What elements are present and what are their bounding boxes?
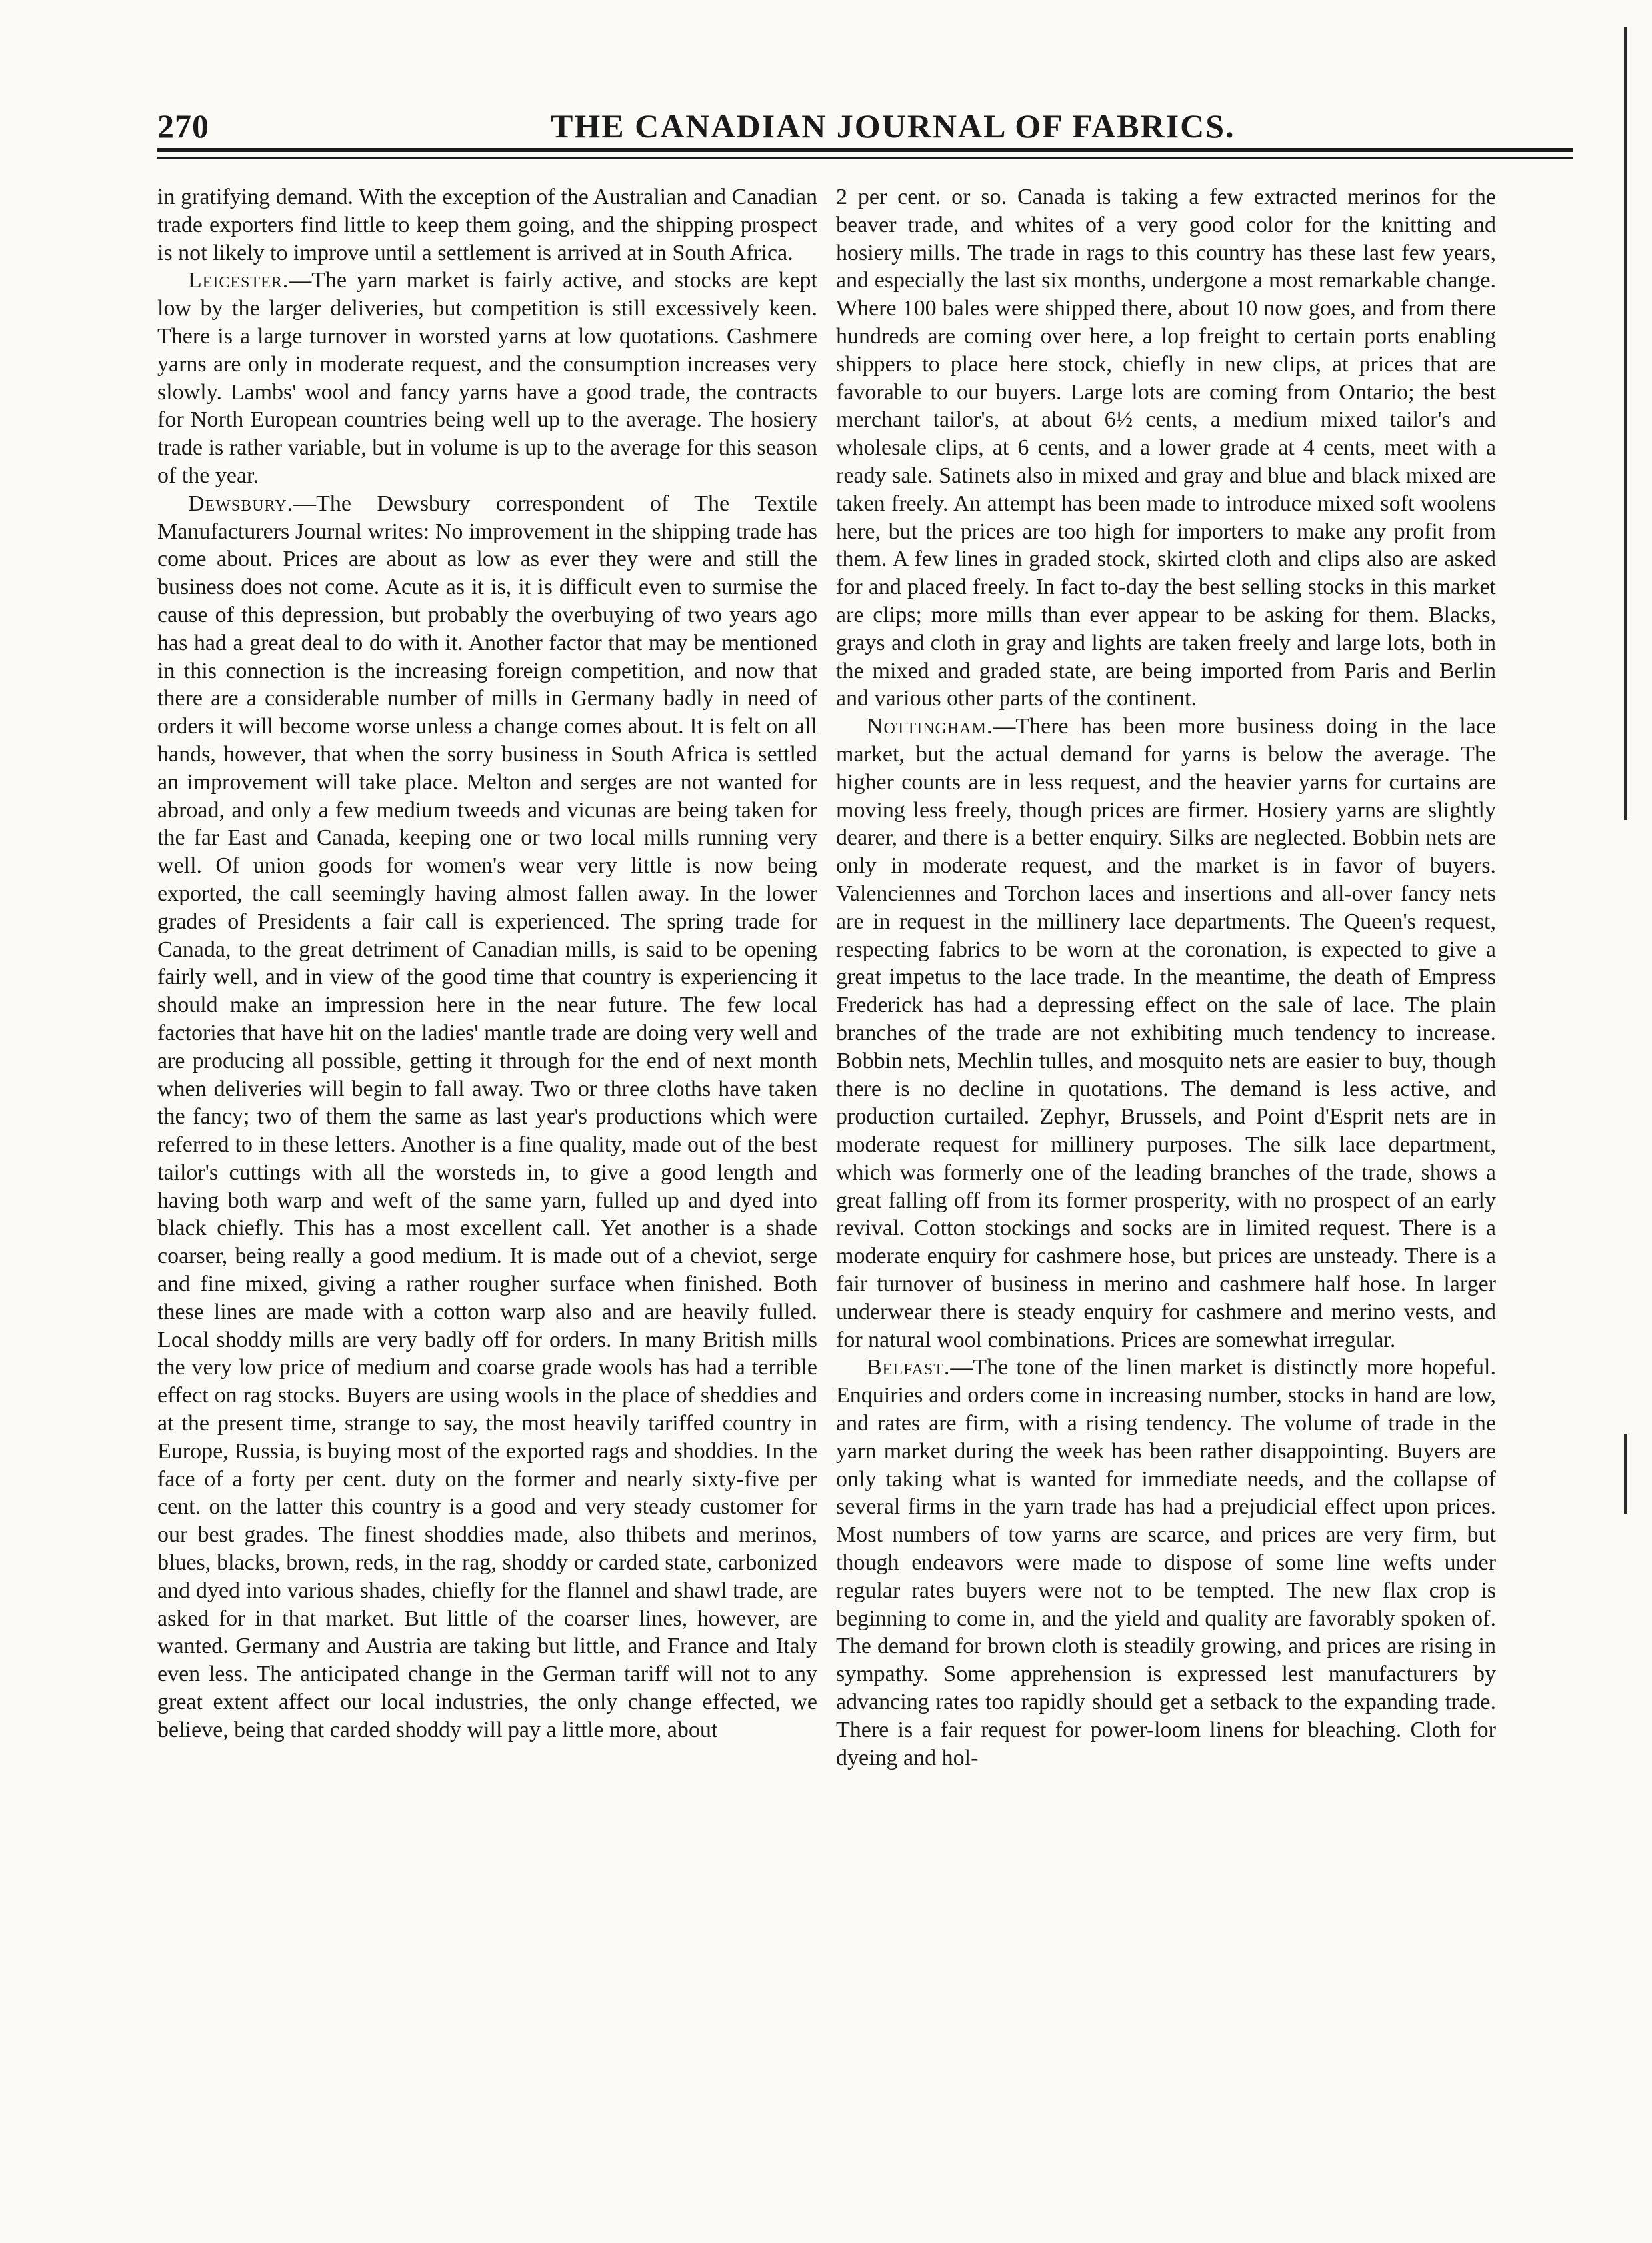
paragraph-belfast bbox=[836, 1354, 1496, 1772]
paragraph-nottingham bbox=[836, 713, 1496, 1354]
paragraph-text: —The yarn market is fairly active, and stocks are kept low by the larger deliveries, but competition is still excessively keen. There is a large turnover in worsted yarns at low quotations. Cashmere yarns are only in moderate request, and the consumption increases very slowly. Lambs' wool and fancy yarns have a good trade, the contracts for North European countries being well up to the average. The hosiery trade is rather variable, but in volume is up to the average for this season of the year. bbox=[157, 268, 817, 488]
scan-edge-mark-lower bbox=[1624, 1434, 1627, 1514]
place-heading: Dewsbury. bbox=[188, 491, 294, 516]
paragraph bbox=[836, 183, 1496, 713]
paragraph-text: in gratifying demand. With the exception of the Australian and Canadian trade exporters find little to keep them going, and the shipping prospect is not likely to improve until a settlement is arrived at in South Africa. bbox=[157, 185, 817, 265]
place-heading: Leicester. bbox=[188, 268, 289, 293]
header-rule-thick bbox=[157, 148, 1573, 152]
paragraph bbox=[157, 183, 817, 267]
paragraph-dewsbury bbox=[157, 490, 817, 1744]
page-header bbox=[157, 107, 1573, 147]
scan-edge-mark bbox=[1624, 27, 1627, 820]
place-heading: Nottingham. bbox=[867, 714, 993, 739]
left-column bbox=[157, 183, 817, 1744]
paragraph-text: —There has been more business doing in the lace market, but the actual demand for yarns is below the average. The higher counts are in less request, and the heavier yarns for curtains are moving less freely, though prices are firmer. Hosiery yarns are slightly dearer, and there is a better enquiry. Silks are neglected. Bobbin nets are only in moderate request, and the market is in favor of buyers. Valenciennes and Torchon laces and insertions and all-over fancy nets are in request in the millinery lace departments. The Queen's request, respecting fabrics to be worn at the coronation, is expected to give a great impetus to the lace trade. In the meantime, the death of Empress Frederick has had a depressing effect on the sale of lace. The plain branches of the trade are not exhibiting much tendency to increase. Bobbin nets, Mechlin tulles, and mosquito nets are easier to buy, though there is no decline in quotations. The demand is less active, and production curtailed. Zephyr, Brussels, and Point d'Esprit nets are in moderate request for millinery purposes. The silk lace department, which was formerly one of the leading branches of the trade, shows a great falling off from its former prosperity, with no prospect of an early revival. Cotton stockings and socks are in limited request. There is a moderate enquiry for cashmere hose, but prices are unsteady. There is a fair turnover of business in merino and cashmere half hose. In larger underwear there is steady enquiry for cashmere and merino vests, and for natural wool combinations. Prices are somewhat irregular. bbox=[836, 714, 1496, 1352]
journal-title: THE CANADIAN JOURNAL OF FABRICS. bbox=[551, 107, 1235, 145]
place-heading: Belfast. bbox=[867, 1355, 951, 1380]
paragraph-leicester bbox=[157, 267, 817, 489]
paragraph-text: 2 per cent. or so. Canada is taking a few extracted merinos for the beaver trade, and whites of a very good color for the knitting and hosiery mills. The trade in rags to this country has these last few years, and especially the last six months, undergone a most remarkable change. Where 100 bales were shipped there, about 10 now goes, and from there hundreds are coming over here, a lop freight to certain ports enabling shippers to place here stock, chiefly in new clips, at prices that are favorable to our buyers. Large lots are coming from Ontario; the best merchant tailor's, at about 6½ cents, a medium mixed tailor's and wholesale clips, at 6 cents, and a lower grade at 4 cents, meet with a ready sale. Satinets also in mixed and gray and blue and black mixed are taken freely. An attempt has been made to introduce mixed soft woolens here, but the prices are too high for importers to make any profit from them. A few lines in graded stock, skirted cloth and clips also are asked for and placed freely. In fact to-day the best selling stocks in this market are clips; more mills than ever appear to be asking for them. Blacks, grays and cloth in gray and lights are taken freely and large lots, both in the mixed and graded state, are being imported from Paris and Berlin and various other parts of the continent. bbox=[836, 185, 1496, 711]
page-number: 270 bbox=[157, 107, 209, 145]
right-column bbox=[836, 183, 1496, 1772]
header-rule-thin bbox=[157, 157, 1573, 159]
paragraph-text: —The Dewsbury correspondent of The Textile Manufacturers Journal writes: No improvement in the shipping trade has come about. Prices are about as low as ever they were and still the business does not come. Acute as it is, it is difficult even to surmise the cause of this depression, but probably the overbuying of two years ago has had a great deal to do with it. Another factor that may be mentioned in this connection is the increasing foreign competition, and now that there are a considerable number of mills in Germany badly in need of orders it will become worse unless a change comes about. It is felt on all hands, however, that when the sorry business in South Africa is settled an improvement will take place. Melton and serges are not wanted for abroad, and only a few medium tweeds and vicunas are being taken for the far East and Canada, keeping one or two local mills running very well. Of union goods for women's wear very little is now being exported, the call seemingly having almost fallen away. In the lower grades of Presidents a fair call is experienced. The spring trade for Canada, to the great detriment of Canadian mills, is said to be opening fairly well, and in view of the good time that country is experiencing it should make an impression here in the near future. The few local factories that have hit on the ladies' mantle trade are doing very well and are producing all possible, getting it through for the end of next month when deliveries will begin to fall away. Two or three cloths have taken the fancy; two of them the same as last year's productions which were referred to in these letters. Another is a fine quality, made out of the best tailor's cuttings with all the worsteds in, to give a good length and having both warp and weft of the same yarn, fulled up and dyed into black chiefly. This has a most excellent call. Yet another is a shade coarser, being really a good medium. It is made out of a cheviot, serge and fine mixed, giving a rather rougher surface when finished. Both these lines are made with a cotton warp also and are heavily fulled. Local shoddy mills are very badly off for orders. In many British mills the very low price of medium and coarse grade wools has had a terrible effect on rag stocks. Buyers are using wools in the place of sheddies and at the present time, strange to say, the most heavily tariffed country in Europe, Russia, is buying most of the exported rags and shoddies. In the face of a forty per cent. duty on the former and nearly sixty-five per cent. on the latter this country is a good and very steady customer for our best grades. The finest shoddies made, also thibets and merinos, blues, blacks, brown, reds, in the rag, shoddy or carded state, carbonized and dyed into various shades, chiefly for the flannel and shawl trade, are asked for in that market. But little of the coarser lines, however, are wanted. Germany and Austria are taking but little, and France and Italy even less. The anticipated change in the German tariff will not to any great extent affect our local industries, the only change effected, we believe, being that carded shoddy will pay a little more, about bbox=[157, 491, 817, 1742]
paragraph-text: —The tone of the linen market is distinctly more hopeful. Enquiries and orders come in increasing number, stocks in hand are low, and rates are firm, with a rising tendency. The volume of trade in the yarn market during the week has been rather disappointing. Buyers are only taking what is wanted for immediate needs, and the collapse of several firms in the yarn trade has had a prejudicial effect upon prices. Most numbers of tow yarns are scarce, and prices are very firm, but though endeavors were made to dispose of some line wefts under regular rates buyers were not to be tempted. The new flax crop is beginning to come in, and the yield and quality are favorably spoken of. The demand for brown cloth is steadily growing, and prices are rising in sympathy. Some apprehension is expressed lest manufacturers by advancing rates too rapidly should get a setback to the expanding trade. There is a fair request for power-loom linens for bleaching. Cloth for dyeing and hol- bbox=[836, 1355, 1496, 1770]
